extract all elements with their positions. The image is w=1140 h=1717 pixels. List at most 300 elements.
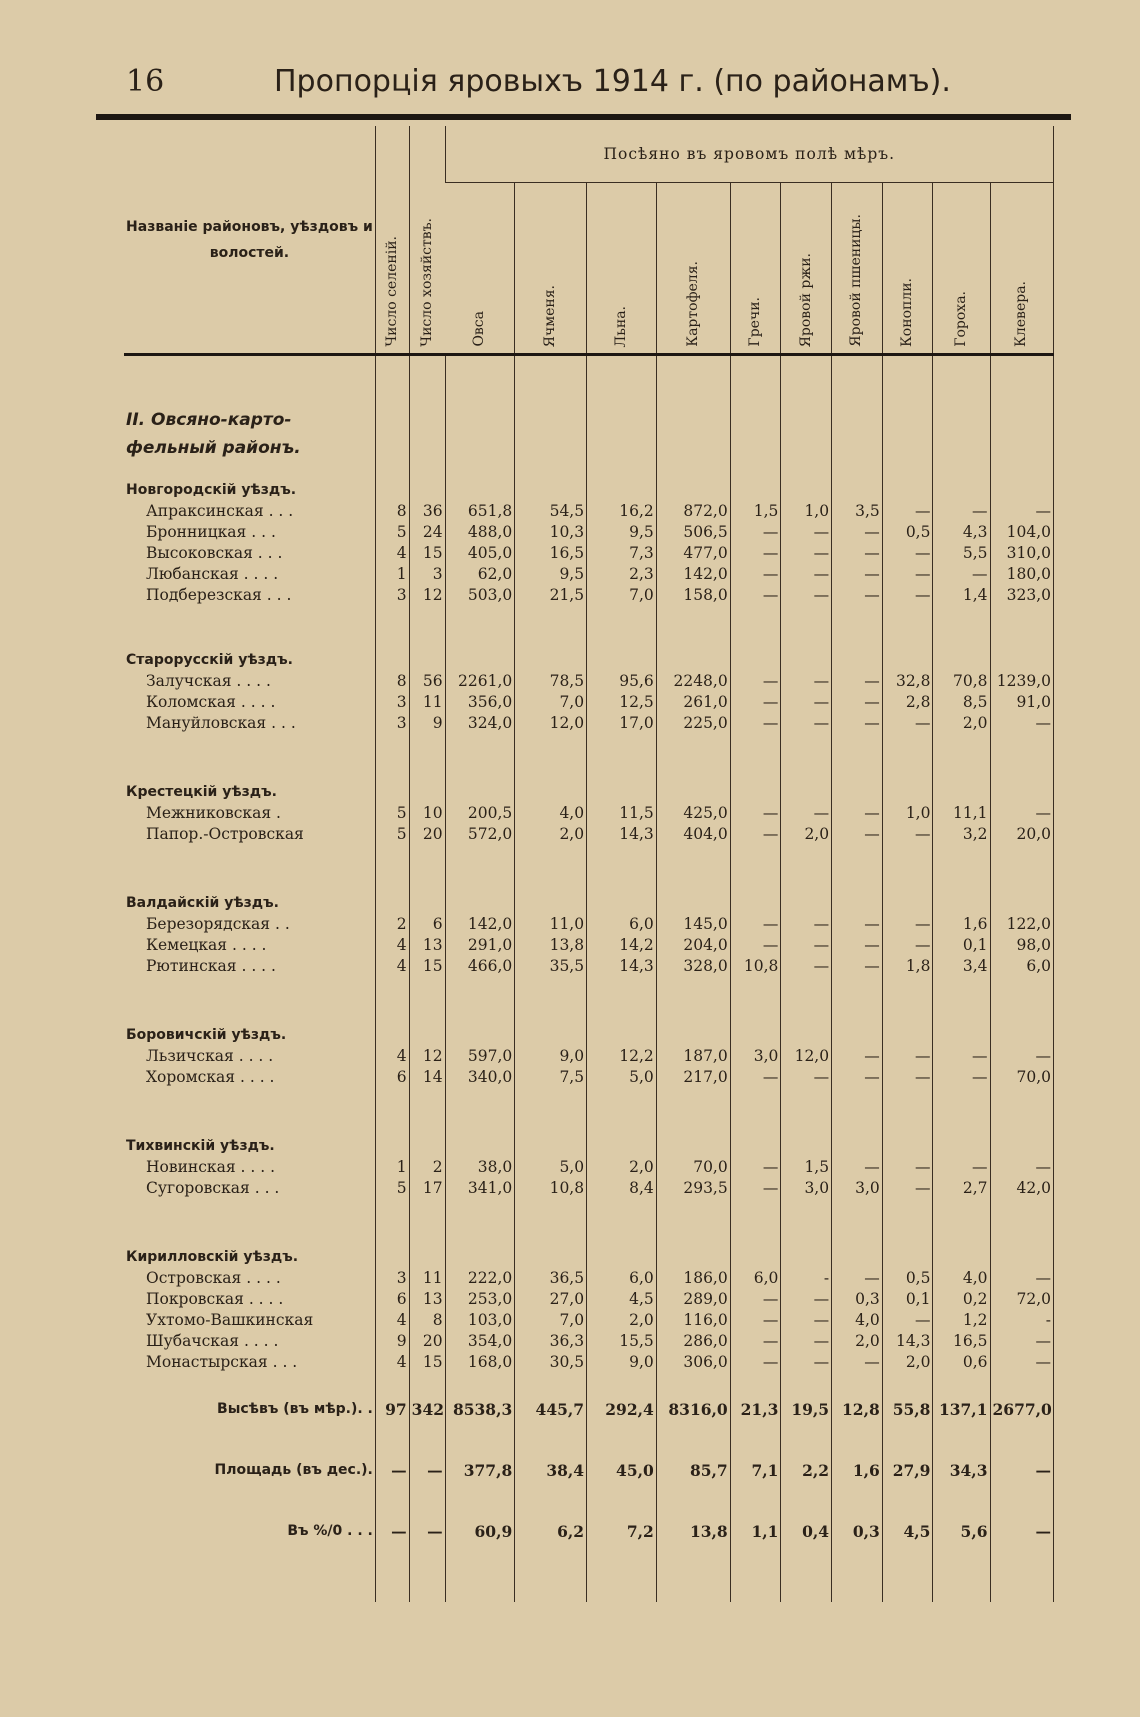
spacer-cell xyxy=(587,1199,657,1247)
table-cell: 6,0 xyxy=(587,1268,657,1289)
spacer-cell xyxy=(730,1420,781,1460)
spacer-cell xyxy=(933,462,990,480)
table-cell: 2,0 xyxy=(587,1310,657,1331)
table-cell: 340,0 xyxy=(445,1067,515,1088)
col-header-crop-label: Льна. xyxy=(612,305,629,347)
table-cell: 6 xyxy=(375,1067,409,1088)
table-cell: 5 xyxy=(375,803,409,824)
spacer-cell xyxy=(832,1481,883,1521)
totals-cell: 137,1 xyxy=(933,1399,990,1420)
table-cell: 1,2 xyxy=(933,1310,990,1331)
table-cell: 9,5 xyxy=(515,564,587,585)
empty-cell xyxy=(882,782,933,803)
table-cell: 356,0 xyxy=(445,692,515,713)
spacer-cell xyxy=(990,734,1054,782)
spacer-cell xyxy=(515,1088,587,1136)
table-cell: — xyxy=(832,692,883,713)
table-cell: 4 xyxy=(375,543,409,564)
page-title: Пропорція яровыхъ 1914 г. (по районамъ). xyxy=(274,64,951,99)
table-cell: 11,1 xyxy=(933,803,990,824)
col-header-group: Посѣяно въ яровомъ полѣ мѣръ. xyxy=(445,126,1053,183)
table-cell: — xyxy=(730,1310,781,1331)
uezd-name: Кирилловскій уѣздъ. xyxy=(126,1249,299,1265)
totals-cell: 21,3 xyxy=(730,1399,781,1420)
table-cell: 14,3 xyxy=(587,824,657,845)
table-cell: 1,0 xyxy=(781,501,832,522)
table-cell: 17,0 xyxy=(587,713,657,734)
empty-cell xyxy=(933,1247,990,1268)
totals-cell: 1,6 xyxy=(832,1460,883,1481)
table-cell: — xyxy=(730,1331,781,1352)
spacer-cell xyxy=(445,1373,515,1399)
table-cell: 54,5 xyxy=(515,501,587,522)
table-cell: — xyxy=(990,1046,1054,1067)
table-cell: — xyxy=(781,1310,832,1331)
empty-cell xyxy=(445,480,515,501)
table-cell: 4,0 xyxy=(515,803,587,824)
spacer-cell xyxy=(730,355,781,407)
empty-cell xyxy=(730,1136,781,1157)
empty-cell xyxy=(933,480,990,501)
col-header-villages-label: Число селеній. xyxy=(383,236,400,347)
spacer-cell xyxy=(781,1373,832,1399)
empty-cell xyxy=(409,480,445,501)
totals-cell: — xyxy=(990,1521,1054,1542)
spacer-cell xyxy=(730,606,781,650)
table-cell: — xyxy=(730,543,781,564)
spacer-cell xyxy=(933,355,990,407)
empty-cell xyxy=(933,1025,990,1046)
spacer-cell xyxy=(832,1199,883,1247)
totals-cell: 8316,0 xyxy=(656,1399,730,1420)
spacer-cell xyxy=(124,1088,375,1136)
empty-cell xyxy=(781,1025,832,1046)
table-cell: 4 xyxy=(375,935,409,956)
spacer-cell xyxy=(933,977,990,1025)
volost-name: Кемецкая . . . . xyxy=(146,936,267,954)
table-cell: 36,5 xyxy=(515,1268,587,1289)
totals-row xyxy=(124,1399,1054,1420)
table-cell: 651,8 xyxy=(445,501,515,522)
table-cell: 13 xyxy=(409,935,445,956)
volost-name: Апраксинская . . . xyxy=(146,502,294,520)
table-row xyxy=(124,585,1054,606)
totals-cell: 2,2 xyxy=(781,1460,832,1481)
table-cell: 2,0 xyxy=(882,1352,933,1373)
table-cell: 12,5 xyxy=(587,692,657,713)
table-cell: — xyxy=(990,1268,1054,1289)
table-cell: 13,8 xyxy=(515,935,587,956)
table-cell: 70,8 xyxy=(933,671,990,692)
table-cell: 4,0 xyxy=(933,1268,990,1289)
table-cell: 158,0 xyxy=(656,585,730,606)
spacer-cell xyxy=(730,1199,781,1247)
table-cell: 1,0 xyxy=(882,803,933,824)
spacer-cell xyxy=(933,1542,990,1602)
table-cell: 17 xyxy=(409,1178,445,1199)
empty-cell xyxy=(409,1136,445,1157)
totals-cell: — xyxy=(375,1521,409,1542)
spacer-cell xyxy=(587,1542,657,1602)
table-cell: 3,0 xyxy=(730,1046,781,1067)
table-cell: 477,0 xyxy=(656,543,730,564)
empty-cell xyxy=(587,893,657,914)
table-cell: 78,5 xyxy=(515,671,587,692)
spacer-cell xyxy=(375,355,409,407)
table-cell: — xyxy=(730,1067,781,1088)
empty-cell xyxy=(882,480,933,501)
col-header-crop xyxy=(882,183,933,355)
spacer-cell xyxy=(124,845,375,893)
col-header-crop xyxy=(587,183,657,355)
spacer-cell xyxy=(587,1420,657,1460)
table-cell: — xyxy=(990,1331,1054,1352)
table-cell: 9,0 xyxy=(587,1352,657,1373)
spacer-cell xyxy=(515,1481,587,1521)
table-cell: 3,0 xyxy=(781,1178,832,1199)
volost-name: Шубачская . . . . xyxy=(146,1332,279,1350)
table-cell: 36 xyxy=(409,501,445,522)
table-cell: 0,2 xyxy=(933,1289,990,1310)
spacer-cell xyxy=(515,606,587,650)
empty-cell xyxy=(445,1136,515,1157)
empty-cell xyxy=(781,406,832,462)
empty-cell xyxy=(445,893,515,914)
spacer-cell xyxy=(781,355,832,407)
empty-cell xyxy=(515,480,587,501)
table-cell: - xyxy=(990,1310,1054,1331)
empty-cell xyxy=(730,650,781,671)
table-cell: 503,0 xyxy=(445,585,515,606)
table-cell: 2,0 xyxy=(832,1331,883,1352)
table-cell: — xyxy=(832,1157,883,1178)
col-header-crop xyxy=(730,183,781,355)
empty-cell xyxy=(587,1247,657,1268)
table-cell: 1,4 xyxy=(933,585,990,606)
table-cell: 2 xyxy=(409,1157,445,1178)
spacer-cell xyxy=(990,845,1054,893)
spacer-cell xyxy=(781,845,832,893)
spacer-row xyxy=(124,1088,1054,1136)
empty-cell xyxy=(409,893,445,914)
table-row xyxy=(124,914,1054,935)
table-cell: 1 xyxy=(375,564,409,585)
spacer-row xyxy=(124,1481,1054,1521)
empty-cell xyxy=(882,1136,933,1157)
totals-cell: — xyxy=(990,1460,1054,1481)
empty-cell xyxy=(409,1025,445,1046)
table-row xyxy=(124,522,1054,543)
spacer-cell xyxy=(445,977,515,1025)
table-cell: 4,3 xyxy=(933,522,990,543)
empty-cell xyxy=(656,1025,730,1046)
empty-cell xyxy=(990,406,1054,462)
totals-cell: 60,9 xyxy=(445,1521,515,1542)
empty-cell xyxy=(832,1247,883,1268)
spacer-cell xyxy=(409,1373,445,1399)
table-cell: — xyxy=(832,671,883,692)
spacer-cell xyxy=(990,1481,1054,1521)
spacer-cell xyxy=(409,1088,445,1136)
totals-cell: 7,1 xyxy=(730,1460,781,1481)
table-cell: — xyxy=(882,1310,933,1331)
spacer-cell xyxy=(882,1199,933,1247)
volost-name: Островская . . . . xyxy=(146,1269,281,1287)
uezd-name: Валдайскій уѣздъ. xyxy=(126,895,279,911)
empty-cell xyxy=(375,480,409,501)
totals-cell: 292,4 xyxy=(587,1399,657,1420)
empty-cell xyxy=(832,480,883,501)
table-cell: 1,6 xyxy=(933,914,990,935)
table-cell: 425,0 xyxy=(656,803,730,824)
empty-cell xyxy=(515,1136,587,1157)
table-cell: 7,3 xyxy=(587,543,657,564)
col-header-crop xyxy=(781,183,832,355)
table-row xyxy=(124,1178,1054,1199)
spacer-cell xyxy=(409,462,445,480)
table-cell: 116,0 xyxy=(656,1310,730,1331)
table-row xyxy=(124,564,1054,585)
volost-name: Новинская . . . . xyxy=(146,1158,276,1176)
empty-cell xyxy=(515,406,587,462)
spacer-cell xyxy=(587,977,657,1025)
table-row xyxy=(124,1046,1054,1067)
table-row xyxy=(124,1289,1054,1310)
spacer-cell xyxy=(882,1481,933,1521)
spacer-cell xyxy=(656,734,730,782)
spacer-cell xyxy=(587,734,657,782)
table-cell: 5 xyxy=(375,824,409,845)
empty-cell xyxy=(445,1247,515,1268)
spacer-cell xyxy=(781,606,832,650)
spacer-cell xyxy=(515,1542,587,1602)
volost-name: Любанская . . . . xyxy=(146,565,279,583)
spacer-cell xyxy=(656,1481,730,1521)
empty-cell xyxy=(375,893,409,914)
table-cell: — xyxy=(882,1178,933,1199)
table-cell: 1 xyxy=(375,1157,409,1178)
table-cell: — xyxy=(882,935,933,956)
table-cell: 2,0 xyxy=(587,1157,657,1178)
header-rule xyxy=(96,114,1071,120)
spacer-cell xyxy=(990,1088,1054,1136)
table-cell: — xyxy=(781,1289,832,1310)
spacer-cell xyxy=(990,977,1054,1025)
table-cell: — xyxy=(832,803,883,824)
table-cell: 5,0 xyxy=(515,1157,587,1178)
empty-cell xyxy=(882,893,933,914)
spacer-cell xyxy=(515,734,587,782)
table-cell: 4 xyxy=(375,1046,409,1067)
table-cell: — xyxy=(832,1268,883,1289)
table-cell: 15 xyxy=(409,1352,445,1373)
table-cell: 466,0 xyxy=(445,956,515,977)
region-title-row xyxy=(124,406,1054,462)
spacer-cell xyxy=(730,977,781,1025)
table-cell: 15 xyxy=(409,543,445,564)
table-cell: — xyxy=(781,585,832,606)
spacer-cell xyxy=(445,734,515,782)
spacer-cell xyxy=(515,1199,587,1247)
col-header-crop xyxy=(445,183,515,355)
table-cell: 4 xyxy=(375,1310,409,1331)
table-cell: — xyxy=(730,564,781,585)
totals-label: Площадь (въ дес.). xyxy=(214,1462,373,1478)
table-cell: 204,0 xyxy=(656,935,730,956)
spacer-row xyxy=(124,355,1054,407)
table-cell: — xyxy=(781,1352,832,1373)
table-cell: — xyxy=(730,803,781,824)
table-cell: 7,5 xyxy=(515,1067,587,1088)
spacer-row xyxy=(124,1373,1054,1399)
volost-name: Высоковская . . . xyxy=(146,544,283,562)
spacer-row xyxy=(124,845,1054,893)
table-cell: — xyxy=(781,543,832,564)
spacer-cell xyxy=(375,845,409,893)
empty-cell xyxy=(990,1247,1054,1268)
uezd-name: Старорусскій уѣздъ. xyxy=(126,652,293,668)
totals-cell: 12,8 xyxy=(832,1399,883,1420)
empty-cell xyxy=(587,480,657,501)
col-header-farms-label: Число хозяйствъ. xyxy=(418,218,435,347)
volost-name: Березорядская . . xyxy=(146,915,290,933)
spacer-cell xyxy=(933,1373,990,1399)
table-cell: 145,0 xyxy=(656,914,730,935)
table-cell: — xyxy=(990,501,1054,522)
spacer-cell xyxy=(882,355,933,407)
table-cell: 16,5 xyxy=(933,1331,990,1352)
table-cell: 9 xyxy=(409,713,445,734)
table-cell: — xyxy=(933,1157,990,1178)
table-cell: 104,0 xyxy=(990,522,1054,543)
table-cell: 30,5 xyxy=(515,1352,587,1373)
spacer-cell xyxy=(656,1373,730,1399)
volost-name: Хоромская . . . . xyxy=(146,1068,275,1086)
region-title: II. Овсяно-карто-фельный районъ. xyxy=(126,410,301,458)
totals-cell: 19,5 xyxy=(781,1399,832,1420)
volost-name: Коломская . . . . xyxy=(146,693,276,711)
uezd-name-row xyxy=(124,1025,1054,1046)
totals-cell: 5,6 xyxy=(933,1521,990,1542)
col-header-crop-label: Яровой пшеницы. xyxy=(848,214,865,347)
totals-cell: 38,4 xyxy=(515,1460,587,1481)
spacer-cell xyxy=(409,355,445,407)
empty-cell xyxy=(445,650,515,671)
volost-name: Покровская . . . . xyxy=(146,1290,284,1308)
table-cell: 6 xyxy=(409,914,445,935)
spacer-cell xyxy=(515,845,587,893)
table-cell: 95,6 xyxy=(587,671,657,692)
table-cell: — xyxy=(832,1352,883,1373)
empty-cell xyxy=(515,1025,587,1046)
empty-cell xyxy=(730,1247,781,1268)
table-cell: 289,0 xyxy=(656,1289,730,1310)
totals-cell: 45,0 xyxy=(587,1460,657,1481)
col-header-crop-label: Клевера. xyxy=(1013,281,1030,347)
spacer-cell xyxy=(882,606,933,650)
totals-cell: 377,8 xyxy=(445,1460,515,1481)
table-cell: — xyxy=(933,1067,990,1088)
totals-cell: 97 xyxy=(375,1399,409,1420)
table-cell: 20 xyxy=(409,824,445,845)
table-cell: — xyxy=(933,1046,990,1067)
table-cell: 72,0 xyxy=(990,1289,1054,1310)
volost-name: Льзичская . . . . xyxy=(146,1047,274,1065)
empty-cell xyxy=(882,1025,933,1046)
table-cell: 2,0 xyxy=(781,824,832,845)
empty-cell xyxy=(515,782,587,803)
volost-name: Межниковская . xyxy=(146,804,281,822)
table-cell: — xyxy=(832,956,883,977)
table-cell: — xyxy=(990,1352,1054,1373)
totals-cell: 342 xyxy=(409,1399,445,1420)
table-cell: — xyxy=(730,1178,781,1199)
totals-cell: 6,2 xyxy=(515,1521,587,1542)
table-cell: 488,0 xyxy=(445,522,515,543)
spacer-cell xyxy=(781,1088,832,1136)
table-cell: 2261,0 xyxy=(445,671,515,692)
totals-cell: 445,7 xyxy=(515,1399,587,1420)
table-cell: — xyxy=(781,914,832,935)
col-header-crop-label: Гречи. xyxy=(747,297,764,347)
spacer-cell xyxy=(587,355,657,407)
empty-cell xyxy=(445,1025,515,1046)
table-cell: 20 xyxy=(409,1331,445,1352)
spacer-cell xyxy=(656,1199,730,1247)
table-cell: — xyxy=(781,671,832,692)
table-cell: 3 xyxy=(375,585,409,606)
spacer-cell xyxy=(515,977,587,1025)
spacer-cell xyxy=(832,977,883,1025)
spacer-cell xyxy=(730,734,781,782)
table-cell: 310,0 xyxy=(990,543,1054,564)
spacer-cell xyxy=(781,1542,832,1602)
spacer-cell xyxy=(990,1542,1054,1602)
empty-cell xyxy=(730,782,781,803)
table-cell: 3 xyxy=(375,692,409,713)
table-cell: 0,5 xyxy=(882,522,933,543)
table-cell: 286,0 xyxy=(656,1331,730,1352)
spacer-cell xyxy=(781,977,832,1025)
table-cell: 187,0 xyxy=(656,1046,730,1067)
table-cell: — xyxy=(882,713,933,734)
spacer-cell xyxy=(515,1373,587,1399)
table-cell: 168,0 xyxy=(445,1352,515,1373)
volost-name: Монастырская . . . xyxy=(146,1353,298,1371)
spacer-cell xyxy=(587,1373,657,1399)
table-cell: 11 xyxy=(409,692,445,713)
volost-name: Ухтомо-Вашкинская xyxy=(146,1311,314,1329)
table-cell: 323,0 xyxy=(990,585,1054,606)
spacer-cell xyxy=(730,1542,781,1602)
uezd-name-row xyxy=(124,893,1054,914)
col-header-crop xyxy=(990,183,1054,355)
spacer-cell xyxy=(515,355,587,407)
table-cell: 404,0 xyxy=(656,824,730,845)
empty-cell xyxy=(832,893,883,914)
table-cell: 261,0 xyxy=(656,692,730,713)
spacer-cell xyxy=(990,462,1054,480)
totals-cell: — xyxy=(409,1460,445,1481)
volost-name: Подберезская . . . xyxy=(146,586,292,604)
spacer-cell xyxy=(656,1088,730,1136)
table-cell: 3,2 xyxy=(933,824,990,845)
totals-cell: 85,7 xyxy=(656,1460,730,1481)
table-cell: 3 xyxy=(375,1268,409,1289)
table-cell: 15,5 xyxy=(587,1331,657,1352)
spacer-cell xyxy=(882,734,933,782)
spacer-row xyxy=(124,734,1054,782)
